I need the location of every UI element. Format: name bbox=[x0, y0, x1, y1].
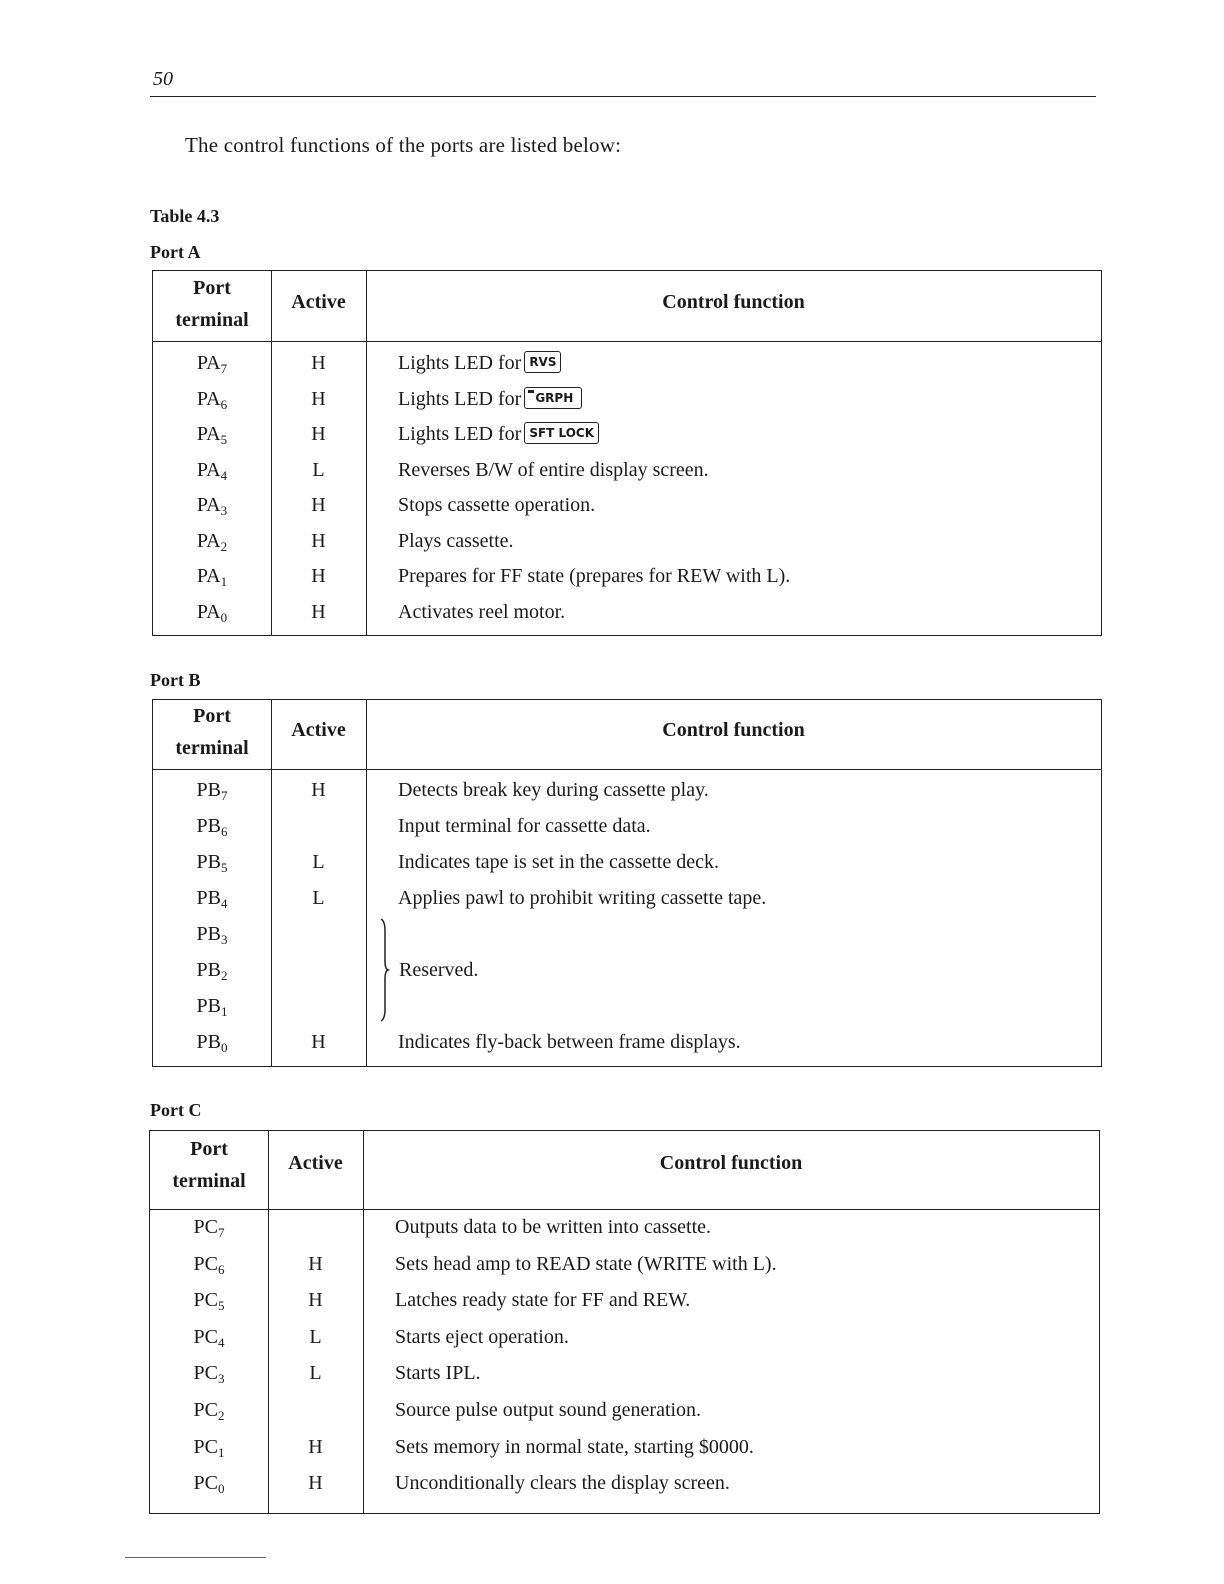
active-cell: L bbox=[309, 1325, 322, 1348]
terminal-subscript: 4 bbox=[220, 896, 228, 911]
terminal-subscript: 5 bbox=[217, 1298, 225, 1314]
control-function-text: Starts IPL. bbox=[395, 1362, 481, 1385]
header-port-terminal bbox=[153, 700, 271, 764]
terminal-subscript: 5 bbox=[220, 432, 228, 447]
header-control-function: Control function bbox=[659, 1152, 803, 1174]
control-function-text: Stops cassette operation. bbox=[398, 494, 596, 516]
terminal-prefix: PC bbox=[193, 1435, 218, 1458]
terminal-prefix: PB bbox=[196, 851, 221, 873]
terminal-prefix: PB bbox=[196, 995, 221, 1017]
table-row bbox=[153, 558, 1101, 594]
terminal-prefix: PB bbox=[196, 887, 221, 909]
table-row bbox=[153, 880, 1101, 916]
intro-text: The control functions of the ports are listed below: bbox=[185, 133, 622, 157]
terminal-subscript: 7 bbox=[220, 788, 228, 803]
port-terminal-cell bbox=[150, 1465, 268, 1507]
port-b-label: Port B bbox=[150, 670, 201, 690]
table-row bbox=[150, 1355, 1099, 1391]
control-function-cell bbox=[398, 452, 709, 488]
terminal-prefix: PA bbox=[196, 387, 221, 410]
terminal-prefix: PA bbox=[196, 458, 221, 481]
active-cell: H bbox=[311, 423, 326, 445]
control-function-text: Prepares for FF state (prepares for REW with L). bbox=[398, 565, 791, 587]
control-function-cell bbox=[395, 1282, 690, 1318]
keycap-label: RVS bbox=[529, 355, 557, 370]
terminal-subscript: 2 bbox=[220, 968, 228, 983]
table-row bbox=[153, 1024, 1101, 1060]
table-row bbox=[150, 1209, 1099, 1245]
table-row bbox=[150, 1392, 1099, 1428]
keycap-sft-lock bbox=[524, 422, 599, 444]
terminal-subscript: 2 bbox=[220, 538, 228, 554]
active-cell: L bbox=[312, 458, 325, 481]
control-function-text: Indicates fly-back between frame displays. bbox=[398, 1031, 741, 1053]
active-cell: H bbox=[311, 387, 326, 410]
terminal-prefix: PB bbox=[196, 923, 221, 945]
header-control-function: Control function bbox=[662, 291, 805, 313]
table-row bbox=[153, 452, 1101, 488]
header-port-line1: Port bbox=[193, 277, 231, 299]
header-port-line1: Port bbox=[190, 1138, 228, 1160]
table-row bbox=[153, 808, 1101, 844]
table-row bbox=[153, 916, 1101, 952]
keycap-label: GRPH bbox=[535, 390, 574, 405]
control-function-text: Activates reel motor. bbox=[398, 600, 566, 623]
control-function-cell bbox=[395, 1465, 730, 1501]
control-function-cell bbox=[398, 880, 766, 916]
table-row bbox=[153, 487, 1101, 523]
control-function-text: Starts eject operation. bbox=[395, 1325, 569, 1348]
port-terminal-cell bbox=[153, 594, 271, 636]
table-label: Table 4.3 bbox=[150, 206, 220, 226]
header-port-line2: terminal bbox=[175, 309, 249, 331]
terminal-subscript: 6 bbox=[220, 396, 228, 412]
terminal-subscript: 5 bbox=[220, 860, 228, 875]
port-terminal-cell bbox=[153, 1024, 271, 1066]
terminal-subscript: 1 bbox=[220, 574, 228, 589]
control-function-text: Reverses B/W of entire display screen. bbox=[398, 458, 709, 481]
active-cell: H bbox=[308, 1435, 323, 1458]
active-cell: H bbox=[308, 1252, 323, 1275]
active-cell: H bbox=[311, 1031, 326, 1053]
terminal-subscript: 0 bbox=[217, 1481, 225, 1497]
control-function-text: Input terminal for cassette data. bbox=[398, 815, 651, 837]
control-function-text: Lights LED for bbox=[398, 423, 522, 445]
terminal-prefix: PB bbox=[196, 959, 221, 981]
header-rule bbox=[150, 96, 1096, 97]
control-function-cell bbox=[398, 594, 565, 630]
active-cell: H bbox=[308, 1289, 323, 1312]
terminal-subscript: 3 bbox=[217, 1371, 225, 1387]
control-function-cell bbox=[398, 772, 709, 808]
control-function-cell bbox=[398, 487, 595, 523]
active-cell: H bbox=[311, 565, 326, 587]
terminal-prefix: PA bbox=[196, 352, 221, 374]
control-function-text: Reserved. bbox=[399, 959, 479, 981]
terminal-prefix: PA bbox=[196, 600, 221, 623]
table-row bbox=[153, 594, 1101, 630]
table-row bbox=[150, 1319, 1099, 1355]
header-control-function: Control function bbox=[662, 719, 805, 741]
control-function-cell bbox=[398, 523, 514, 559]
control-function-cell bbox=[399, 952, 478, 988]
table-row bbox=[150, 1246, 1099, 1282]
header-port-line2: terminal bbox=[172, 1170, 246, 1192]
active-cell: L bbox=[312, 887, 325, 909]
terminal-prefix: PA bbox=[196, 565, 221, 587]
terminal-subscript: 1 bbox=[220, 1004, 228, 1019]
terminal-subscript: 4 bbox=[220, 467, 228, 483]
control-function-cell bbox=[395, 1246, 777, 1282]
keycap-grph bbox=[524, 387, 582, 409]
control-function-text: Lights LED for bbox=[398, 352, 522, 374]
active-cell: H bbox=[311, 352, 326, 374]
control-function-text: Sets memory in normal state, starting $0000. bbox=[395, 1435, 754, 1458]
active-cell: H bbox=[311, 494, 326, 516]
table-row bbox=[153, 523, 1101, 559]
header-port-terminal bbox=[150, 1133, 268, 1197]
terminal-subscript: 7 bbox=[220, 361, 228, 376]
control-function-text: Unconditionally clears the display screen. bbox=[395, 1472, 730, 1495]
table-row bbox=[150, 1429, 1099, 1465]
footer-rule bbox=[125, 1557, 266, 1558]
header-divider bbox=[153, 769, 1101, 770]
terminal-prefix: PA bbox=[196, 494, 221, 516]
port-a-label: Port A bbox=[150, 242, 201, 262]
header-port-line1: Port bbox=[193, 705, 231, 727]
control-function-cell bbox=[395, 1355, 481, 1391]
terminal-subscript: 6 bbox=[217, 1261, 225, 1277]
terminal-prefix: PC bbox=[193, 1289, 218, 1312]
terminal-subscript: 2 bbox=[217, 1408, 225, 1423]
port-b-table bbox=[152, 699, 1102, 1067]
control-function-cell bbox=[395, 1209, 711, 1245]
graph-key-mark-icon bbox=[528, 390, 534, 393]
header-divider bbox=[153, 341, 1101, 342]
table-row bbox=[153, 345, 1101, 381]
page-number: 50 bbox=[153, 68, 173, 90]
active-cell: H bbox=[311, 779, 326, 801]
terminal-prefix: PC bbox=[193, 1325, 218, 1348]
control-function-cell bbox=[398, 558, 790, 594]
table-row bbox=[153, 988, 1101, 1024]
terminal-prefix: PC bbox=[193, 1362, 218, 1385]
control-function-cell bbox=[398, 1024, 741, 1060]
terminal-prefix: PB bbox=[196, 815, 221, 837]
terminal-subscript: 0 bbox=[220, 609, 228, 625]
terminal-prefix: PB bbox=[196, 779, 221, 801]
header-active: Active bbox=[291, 719, 346, 741]
control-function-cell bbox=[395, 1319, 569, 1355]
active-cell: H bbox=[311, 600, 326, 623]
table-row bbox=[150, 1465, 1099, 1501]
active-cell: H bbox=[311, 529, 326, 552]
control-function-cell bbox=[398, 844, 719, 880]
control-function-cell bbox=[395, 1392, 701, 1428]
terminal-prefix: PC bbox=[193, 1399, 218, 1421]
terminal-subscript: 6 bbox=[220, 824, 228, 839]
terminal-prefix: PC bbox=[193, 1252, 218, 1275]
terminal-subscript: 3 bbox=[220, 932, 228, 947]
table-row bbox=[153, 952, 1101, 988]
control-function-text: Source pulse output sound generation. bbox=[395, 1399, 702, 1421]
active-cell: L bbox=[309, 1362, 322, 1385]
terminal-prefix: PC bbox=[193, 1216, 218, 1238]
terminal-subscript: 4 bbox=[217, 1334, 225, 1350]
table-row bbox=[153, 416, 1101, 452]
control-function-text: Detects break key during cassette play. bbox=[398, 779, 709, 801]
control-function-cell bbox=[395, 1429, 754, 1465]
terminal-prefix: PC bbox=[193, 1472, 218, 1495]
control-function-text: Indicates tape is set in the cassette deck. bbox=[398, 851, 719, 873]
control-function-text: Outputs data to be written into cassette. bbox=[395, 1216, 712, 1238]
control-function-text: Applies pawl to prohibit writing cassette tape. bbox=[398, 887, 767, 909]
active-cell: H bbox=[308, 1472, 323, 1495]
table-row bbox=[153, 772, 1101, 808]
port-a-table bbox=[152, 270, 1102, 636]
terminal-subscript: 0 bbox=[220, 1040, 228, 1055]
header-active: Active bbox=[288, 1152, 343, 1174]
table-row bbox=[150, 1282, 1099, 1318]
control-function-cell bbox=[398, 416, 599, 452]
terminal-prefix: PA bbox=[196, 423, 221, 445]
terminal-subscript: 3 bbox=[220, 503, 228, 518]
table-row bbox=[153, 844, 1101, 880]
control-function-text: Latches ready state for FF and REW. bbox=[395, 1289, 691, 1312]
active-cell: L bbox=[312, 851, 325, 873]
header-port-line2: terminal bbox=[175, 737, 249, 759]
control-function-text: Plays cassette. bbox=[398, 529, 514, 552]
terminal-prefix: PB bbox=[196, 1031, 221, 1053]
keycap-label: SFT LOCK bbox=[529, 426, 595, 441]
control-function-cell bbox=[398, 345, 561, 381]
control-function-text: Lights LED for bbox=[398, 387, 522, 410]
header-port-terminal bbox=[153, 272, 271, 336]
control-function-cell bbox=[398, 808, 651, 844]
table-row bbox=[153, 381, 1101, 417]
control-function-cell bbox=[398, 381, 582, 417]
port-c-table bbox=[149, 1130, 1100, 1514]
header-active: Active bbox=[291, 291, 346, 313]
control-function-text: Sets head amp to READ state (WRITE with L). bbox=[395, 1252, 777, 1275]
terminal-subscript: 7 bbox=[217, 1225, 225, 1240]
terminal-subscript: 1 bbox=[217, 1444, 225, 1460]
terminal-prefix: PA bbox=[196, 529, 221, 552]
reserved-brace bbox=[375, 917, 391, 1023]
port-c-label: Port C bbox=[150, 1100, 202, 1120]
keycap-rvs bbox=[524, 351, 561, 373]
